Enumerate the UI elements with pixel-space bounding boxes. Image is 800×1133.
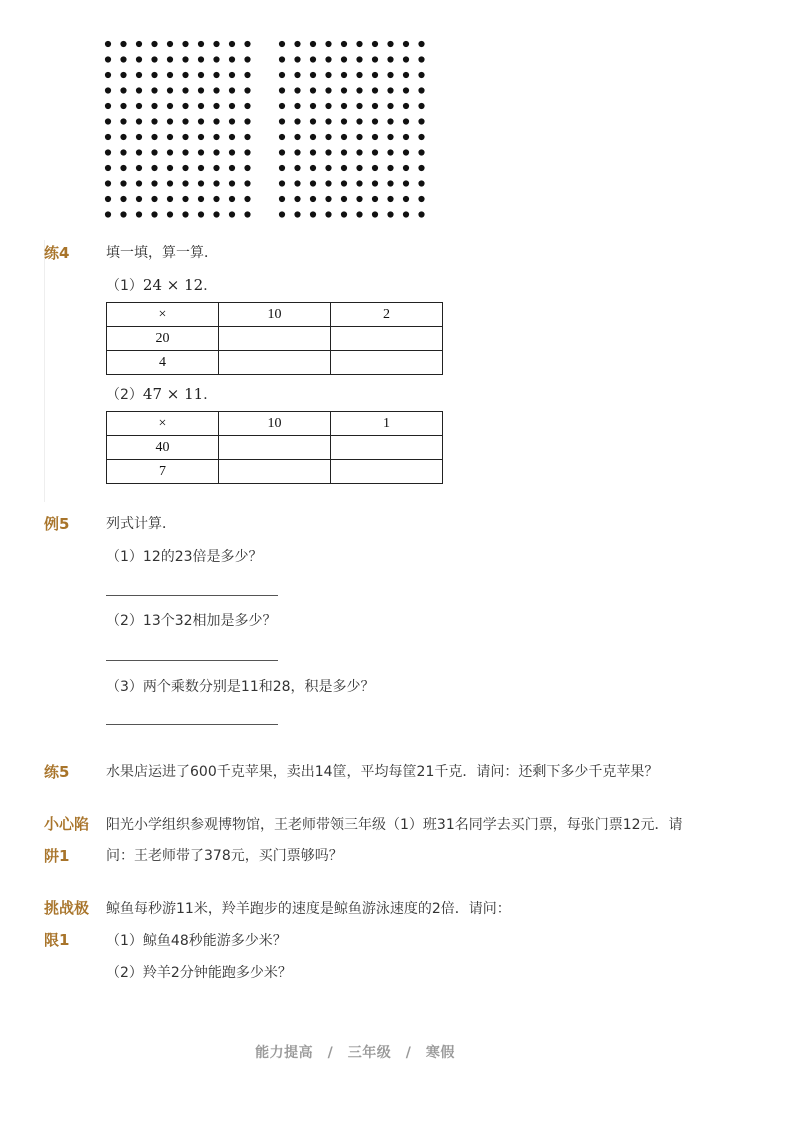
- grid-dot: [182, 103, 188, 109]
- grid-dot: [182, 211, 188, 217]
- grid-dot: [418, 41, 424, 47]
- trap-1-line-2: 问：王老师带了378元，买门票够吗？: [106, 848, 343, 864]
- grid-dot: [418, 87, 424, 93]
- grid-dot: [198, 118, 204, 124]
- grid-dot: [403, 41, 409, 47]
- grid-dot: [294, 149, 300, 155]
- grid-dot: [182, 165, 188, 171]
- grid-dot: [310, 134, 316, 140]
- grid-dot: [105, 56, 111, 62]
- grid-dot: [356, 56, 362, 62]
- trap-1-tag-line-1: 小心陷: [44, 815, 90, 833]
- grid-dot: [120, 134, 126, 140]
- grid-dot: [403, 165, 409, 171]
- grid-dot: [372, 196, 378, 202]
- exercise-4-part-2: [106, 384, 217, 405]
- multiplication-table-1: [106, 302, 443, 375]
- grid-dot: [136, 196, 142, 202]
- grid-dot: [279, 56, 285, 62]
- grid-dot: [294, 41, 300, 47]
- grid-dot: [213, 103, 219, 109]
- answer-cell[interactable]: [219, 351, 331, 375]
- grid-dot: [341, 72, 347, 78]
- grid-dot: [387, 56, 393, 62]
- grid-dot: [310, 165, 316, 171]
- part-2-period: ．: [203, 387, 218, 403]
- grid-dot: [120, 41, 126, 47]
- answer-cell[interactable]: [219, 436, 331, 460]
- grid-dot: [213, 149, 219, 155]
- grid-dot: [341, 41, 347, 47]
- page-footer: 能力提高 / 三年级 / 寒假: [255, 1045, 455, 1061]
- grid-dot: [198, 87, 204, 93]
- answer-line-3[interactable]: [106, 724, 278, 725]
- grid-dot: [105, 87, 111, 93]
- grid-dot: [244, 87, 250, 93]
- grid-dot: [229, 134, 235, 140]
- grid-dot: [294, 180, 300, 186]
- example-5-question-3: （3）两个乘数分别是11和28，积是多少？: [106, 679, 375, 695]
- grid-dot: [341, 211, 347, 217]
- grid-dot: [403, 211, 409, 217]
- grid-dot: [182, 41, 188, 47]
- grid-dot: [213, 211, 219, 217]
- grid-dot: [120, 211, 126, 217]
- grid-dot: [120, 196, 126, 202]
- grid-dot: [229, 56, 235, 62]
- grid-dot: [356, 149, 362, 155]
- grid-dot: [387, 149, 393, 155]
- grid-dot: [279, 87, 285, 93]
- grid-dot: [136, 134, 142, 140]
- grid-dot: [372, 118, 378, 124]
- grid-dot: [120, 56, 126, 62]
- grid-dot: [151, 180, 157, 186]
- grid-dot: [341, 56, 347, 62]
- grid-dot: [136, 41, 142, 47]
- grid-dot: [341, 196, 347, 202]
- grid-dot: [310, 41, 316, 47]
- grid-dot: [294, 87, 300, 93]
- grid-dot: [167, 165, 173, 171]
- example-5-tag: 例5: [44, 515, 70, 533]
- exercise-5-tag: 练5: [44, 763, 70, 781]
- challenge-1-intro: 鲸鱼每秒游11米，羚羊跑步的速度是鲸鱼游泳速度的2倍．请问：: [106, 901, 511, 917]
- grid-dot: [372, 180, 378, 186]
- grid-dot: [310, 56, 316, 62]
- grid-dot: [279, 118, 285, 124]
- grid-dot: [372, 41, 378, 47]
- table-cell: 2: [331, 303, 443, 327]
- grid-dot: [136, 87, 142, 93]
- grid-dot: [244, 149, 250, 155]
- grid-dot: [182, 118, 188, 124]
- multiplication-table-2: [106, 411, 443, 484]
- trap-1-line-1: 阳光小学组织参观博物馆，王老师带领三年级（1）班31名同学去买门票，每张门票12元．请: [106, 817, 683, 833]
- grid-dot: [325, 134, 331, 140]
- margin-rule: [44, 240, 45, 502]
- grid-dot: [213, 87, 219, 93]
- grid-dot: [229, 72, 235, 78]
- table-cell: 40: [107, 436, 219, 460]
- grid-dot: [198, 72, 204, 78]
- grid-dot: [105, 72, 111, 78]
- grid-dot: [136, 56, 142, 62]
- grid-dot: [120, 165, 126, 171]
- grid-dot: [182, 134, 188, 140]
- challenge-1-question-1: （1）鲸鱼48秒能游多少米？: [106, 933, 287, 949]
- grid-dot: [105, 103, 111, 109]
- grid-dot: [403, 103, 409, 109]
- trap-1-tag-line-2: 阱1: [44, 847, 70, 865]
- grid-dot: [213, 56, 219, 62]
- grid-dot: [105, 211, 111, 217]
- grid-dot: [151, 134, 157, 140]
- grid-dot: [279, 165, 285, 171]
- grid-dot: [372, 72, 378, 78]
- example-5-question-2: （2）13个32相加是多少？: [106, 613, 277, 629]
- grid-dot: [403, 134, 409, 140]
- grid-dot: [310, 180, 316, 186]
- grid-dot: [151, 87, 157, 93]
- grid-dot: [356, 165, 362, 171]
- grid-dot: [403, 196, 409, 202]
- challenge-1-question-2: （2）羚羊2分钟能跑多少米？: [106, 965, 292, 981]
- grid-dot: [182, 196, 188, 202]
- grid-dot: [310, 196, 316, 202]
- grid-dot: [372, 165, 378, 171]
- grid-dot: [213, 134, 219, 140]
- grid-dot: [244, 180, 250, 186]
- grid-dot: [341, 118, 347, 124]
- grid-dot: [279, 103, 285, 109]
- grid-dot: [229, 165, 235, 171]
- grid-dot: [182, 149, 188, 155]
- grid-dot: [151, 196, 157, 202]
- grid-dot: [356, 134, 362, 140]
- dot-grid-left: [100, 36, 252, 220]
- grid-dot: [403, 87, 409, 93]
- grid-dot: [418, 118, 424, 124]
- part-1-expression: 24 × 12: [142, 276, 204, 294]
- grid-dot: [244, 165, 250, 171]
- table-cell: ×: [107, 303, 219, 327]
- grid-dot: [325, 165, 331, 171]
- grid-dot: [418, 180, 424, 186]
- grid-dot: [341, 87, 347, 93]
- grid-dot: [279, 180, 285, 186]
- grid-dot: [356, 103, 362, 109]
- grid-dot: [279, 134, 285, 140]
- challenge-1-tag-line-1: 挑战极: [44, 899, 90, 917]
- grid-dot: [120, 72, 126, 78]
- answer-cell[interactable]: [331, 436, 443, 460]
- answer-cell[interactable]: [219, 460, 331, 484]
- grid-dot: [120, 118, 126, 124]
- exercise-5-problem: 水果店运进了600千克苹果，卖出14筐，平均每筐21千克．请问：还剩下多少千克苹果？: [106, 764, 659, 780]
- grid-dot: [182, 87, 188, 93]
- table-cell: 7: [107, 460, 219, 484]
- answer-cell[interactable]: [331, 351, 443, 375]
- grid-dot: [325, 118, 331, 124]
- grid-dot: [120, 149, 126, 155]
- grid-dot: [372, 134, 378, 140]
- grid-dot: [229, 118, 235, 124]
- grid-dot: [244, 103, 250, 109]
- grid-dot: [310, 211, 316, 217]
- table-cell: ×: [107, 412, 219, 436]
- grid-dot: [151, 103, 157, 109]
- grid-dot: [356, 211, 362, 217]
- grid-dot: [294, 211, 300, 217]
- grid-dot: [151, 72, 157, 78]
- grid-dot: [213, 118, 219, 124]
- grid-dot: [120, 180, 126, 186]
- grid-dot: [387, 87, 393, 93]
- grid-dot: [151, 118, 157, 124]
- grid-dot: [325, 149, 331, 155]
- grid-dot: [418, 72, 424, 78]
- grid-dot: [151, 149, 157, 155]
- grid-dot: [418, 196, 424, 202]
- grid-dot: [387, 211, 393, 217]
- grid-dot: [341, 134, 347, 140]
- grid-dot: [120, 87, 126, 93]
- grid-dot: [198, 56, 204, 62]
- grid-dot: [229, 41, 235, 47]
- grid-dot: [167, 196, 173, 202]
- grid-dot: [229, 149, 235, 155]
- grid-dot: [244, 211, 250, 217]
- answer-cell[interactable]: [219, 327, 331, 351]
- example-5-question-1: （1）12的23倍是多少？: [106, 549, 263, 565]
- grid-dot: [356, 41, 362, 47]
- grid-dot: [136, 103, 142, 109]
- grid-dot: [182, 72, 188, 78]
- grid-dot: [229, 180, 235, 186]
- grid-dot: [310, 103, 316, 109]
- table-cell: 10: [219, 412, 331, 436]
- grid-dot: [372, 149, 378, 155]
- answer-line-2[interactable]: [106, 660, 278, 661]
- table-cell: 4: [107, 351, 219, 375]
- grid-dot: [167, 72, 173, 78]
- part-2-number: （2）: [106, 387, 143, 403]
- grid-dot: [105, 118, 111, 124]
- grid-dot: [136, 180, 142, 186]
- grid-dot: [325, 180, 331, 186]
- grid-dot: [341, 103, 347, 109]
- grid-dot: [403, 72, 409, 78]
- grid-dot: [167, 134, 173, 140]
- grid-dot: [167, 180, 173, 186]
- grid-dot: [244, 118, 250, 124]
- grid-dot: [356, 180, 362, 186]
- grid-dot: [294, 72, 300, 78]
- example-5-instruction: 列式计算．: [106, 516, 176, 532]
- grid-dot: [167, 87, 173, 93]
- grid-dot: [310, 87, 316, 93]
- grid-dot: [325, 72, 331, 78]
- table-cell: 10: [219, 303, 331, 327]
- grid-dot: [372, 56, 378, 62]
- grid-dot: [244, 134, 250, 140]
- grid-dot: [151, 56, 157, 62]
- grid-dot: [294, 134, 300, 140]
- grid-dot: [105, 41, 111, 47]
- exercise-4-part-1: [106, 275, 217, 296]
- grid-dot: [341, 165, 347, 171]
- grid-dot: [418, 134, 424, 140]
- grid-dot: [120, 103, 126, 109]
- grid-dot: [136, 211, 142, 217]
- grid-dot: [387, 41, 393, 47]
- grid-dot: [403, 118, 409, 124]
- grid-dot: [167, 41, 173, 47]
- grid-dot: [403, 180, 409, 186]
- grid-dot: [198, 180, 204, 186]
- grid-dot: [244, 196, 250, 202]
- grid-dot: [213, 180, 219, 186]
- grid-dot: [356, 196, 362, 202]
- answer-cell[interactable]: [331, 327, 443, 351]
- grid-dot: [105, 149, 111, 155]
- grid-dot: [244, 41, 250, 47]
- grid-dot: [182, 180, 188, 186]
- grid-dot: [136, 118, 142, 124]
- grid-dot: [418, 103, 424, 109]
- grid-dot: [136, 149, 142, 155]
- grid-dot: [325, 56, 331, 62]
- grid-dot: [372, 87, 378, 93]
- grid-dot: [372, 211, 378, 217]
- grid-dot: [418, 149, 424, 155]
- grid-dot: [279, 72, 285, 78]
- grid-dot: [244, 72, 250, 78]
- grid-dot: [325, 87, 331, 93]
- grid-dot: [294, 103, 300, 109]
- grid-dot: [387, 72, 393, 78]
- part-1-period: ．: [203, 278, 218, 294]
- grid-dot: [372, 103, 378, 109]
- grid-dot: [294, 118, 300, 124]
- grid-dot: [387, 180, 393, 186]
- table-cell: 20: [107, 327, 219, 351]
- grid-dot: [279, 211, 285, 217]
- grid-dot: [167, 103, 173, 109]
- grid-dot: [213, 196, 219, 202]
- grid-dot: [213, 165, 219, 171]
- grid-dot: [136, 72, 142, 78]
- grid-dot: [198, 41, 204, 47]
- grid-dot: [198, 165, 204, 171]
- grid-dot: [356, 72, 362, 78]
- grid-dot: [105, 180, 111, 186]
- grid-dot: [182, 56, 188, 62]
- grid-dot: [105, 196, 111, 202]
- grid-dot: [341, 180, 347, 186]
- dot-grid-right: [274, 36, 426, 220]
- grid-dot: [294, 165, 300, 171]
- grid-dot: [403, 149, 409, 155]
- grid-dot: [198, 103, 204, 109]
- grid-dot: [356, 87, 362, 93]
- exercise-4-instruction: 填一填，算一算．: [106, 245, 218, 261]
- grid-dot: [387, 165, 393, 171]
- grid-dot: [213, 41, 219, 47]
- grid-dot: [229, 211, 235, 217]
- grid-dot: [151, 41, 157, 47]
- grid-dot: [356, 118, 362, 124]
- grid-dot: [403, 56, 409, 62]
- grid-dot: [151, 165, 157, 171]
- grid-dot: [136, 165, 142, 171]
- grid-dot: [387, 103, 393, 109]
- grid-dot: [198, 211, 204, 217]
- grid-dot: [294, 196, 300, 202]
- grid-dot: [325, 103, 331, 109]
- grid-dot: [279, 41, 285, 47]
- grid-dot: [105, 165, 111, 171]
- grid-dot: [387, 134, 393, 140]
- grid-dot: [325, 196, 331, 202]
- grid-dot: [229, 87, 235, 93]
- table-cell: 1: [331, 412, 443, 436]
- grid-dot: [310, 72, 316, 78]
- grid-dot: [279, 149, 285, 155]
- grid-dot: [229, 103, 235, 109]
- grid-dot: [294, 56, 300, 62]
- grid-dot: [229, 196, 235, 202]
- exercise-4-tag: 练4: [44, 244, 70, 262]
- grid-dot: [213, 72, 219, 78]
- grid-dot: [198, 149, 204, 155]
- grid-dot: [279, 196, 285, 202]
- grid-dot: [418, 211, 424, 217]
- grid-dot: [418, 165, 424, 171]
- grid-dot: [341, 149, 347, 155]
- grid-dot: [310, 118, 316, 124]
- grid-dot: [418, 56, 424, 62]
- answer-line-1[interactable]: [106, 595, 278, 596]
- answer-cell[interactable]: [331, 460, 443, 484]
- challenge-1-tag-line-2: 限1: [44, 931, 70, 949]
- grid-dot: [167, 118, 173, 124]
- grid-dot: [151, 211, 157, 217]
- grid-dot: [387, 196, 393, 202]
- grid-dot: [105, 134, 111, 140]
- grid-dot: [167, 149, 173, 155]
- grid-dot: [167, 211, 173, 217]
- grid-dot: [310, 149, 316, 155]
- grid-dot: [325, 41, 331, 47]
- grid-dot: [167, 56, 173, 62]
- grid-dot: [244, 56, 250, 62]
- grid-dot: [198, 134, 204, 140]
- part-1-number: （1）: [106, 278, 143, 294]
- grid-dot: [387, 118, 393, 124]
- grid-dot: [325, 211, 331, 217]
- part-2-expression: 47 × 11: [142, 385, 204, 403]
- grid-dot: [198, 196, 204, 202]
